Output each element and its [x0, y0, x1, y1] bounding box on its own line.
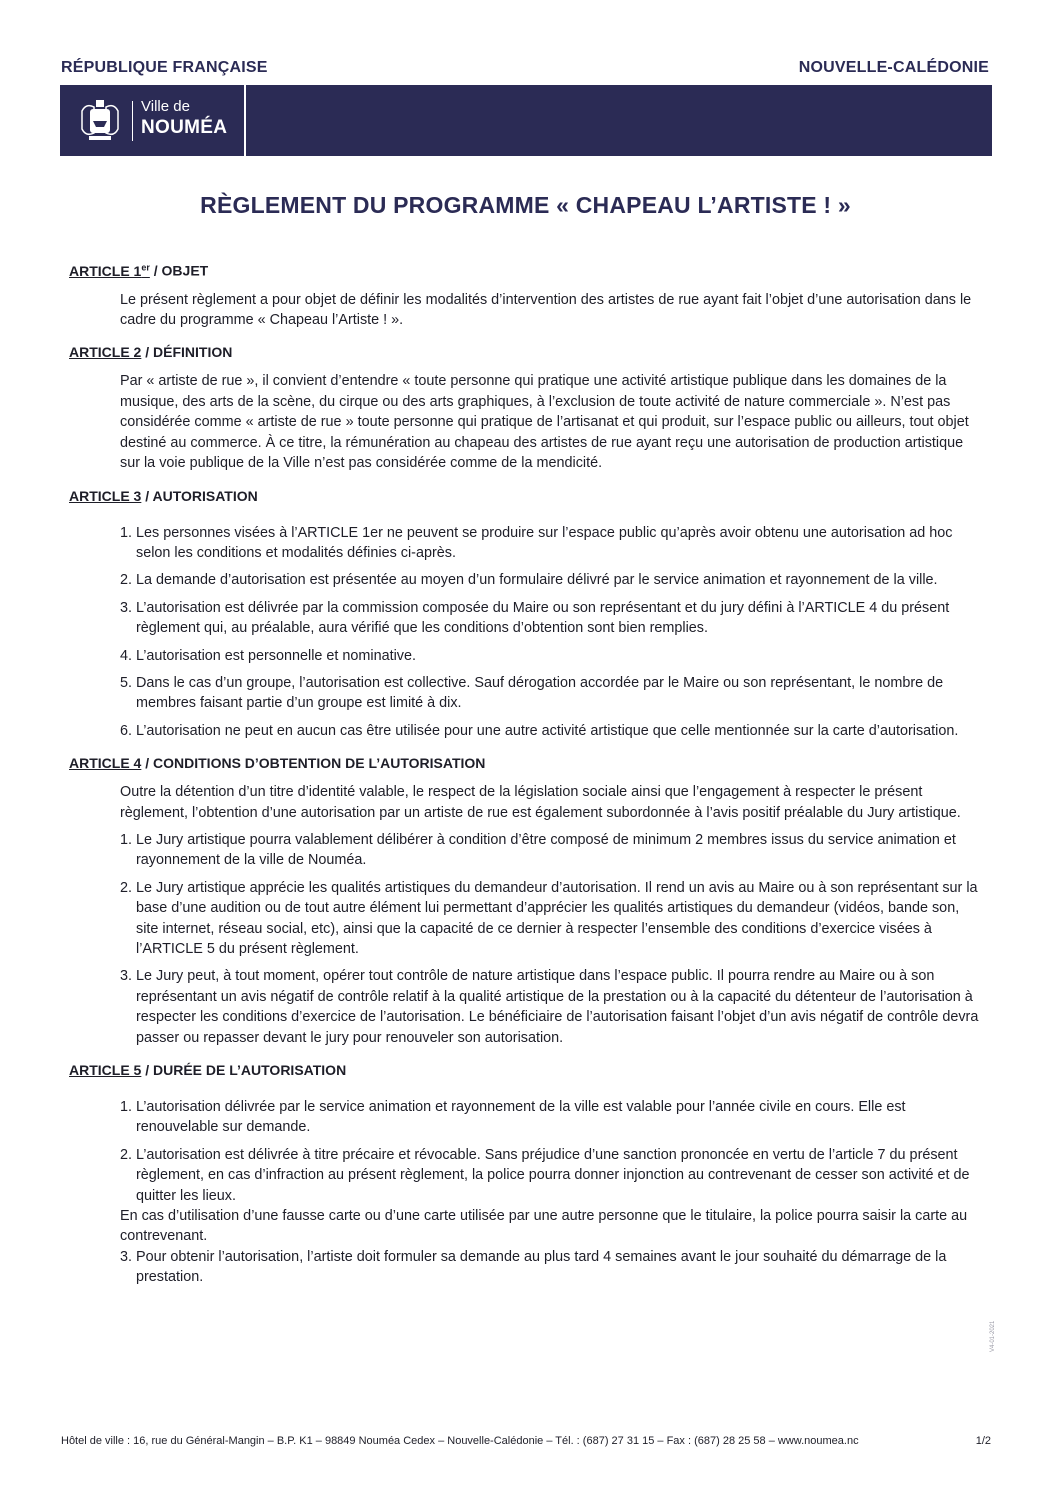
article-heading: [69, 1062, 981, 1078]
article-heading: [69, 262, 981, 279]
article-5: [69, 1062, 981, 1288]
article-title: / DURÉE DE L’AUTORISATION: [141, 1062, 347, 1079]
article-4: [69, 755, 981, 1048]
banner-separator: [244, 85, 246, 156]
list-item: 3. Le Jury peut, à tout moment, opérer tout contrôle de nature artistique dans l’espace public. Il pourra rendre au Maire ou à son représentant un avis négatif de contrôle relatif à la qualité artistique de la prestation ou à la capacité du détenteur de l’autorisation à respecter les conditions d’exercice de l’autorisation. Le bénéficiaire de l’autorisation faisant l’objet d’un avis négatif de contrôle devra passer ou repasser devant le jury pour renouveler son autorisation.: [120, 968, 979, 1046]
article-paragraph: Le présent règlement a pour objet de définir les modalités d’intervention des artistes de rue ayant fait l’objet d’une autorisation dans le cadre du programme « Chapeau l’Artiste ! ».: [120, 291, 972, 329]
article-3: [69, 488, 981, 742]
list-item: 2. L’autorisation est délivrée à titre précaire et révocable. Sans préjudice d’une sanction prononcée en vertu de l’article 7 du présent règlement, en cas d’infraction au présent règlement, la police pourra donner injonction au contrevenant de cesser son activité et de quitter les lieux.: [120, 1146, 970, 1204]
list-item: 3. L’autorisation est délivrée par la commission composée du Maire ou son représentant et du jury défini à l’ARTICLE 4 du présent règlement qui, au préalable, aura vérifié que les conditions d’obtention sont bien remplies.: [120, 599, 950, 637]
article-paragraph: Outre la détention d’un titre d’identité valable, le respect de la législation sociale ainsi que l’engagement à respecter le présent règlement, l’obtention d’une autorisation par un artiste de rue est également subordonnée à l’avis positif préalable du Jury artistique.: [120, 784, 961, 821]
logo-divider: [132, 101, 133, 141]
list-item: 2. Le Jury artistique apprécie les qualités artistiques du demandeur d’autorisation. Il rend un avis au Maire ou à son représentant sur la base d’une audition ou de tout autre élément lui permettant d’apprécier les qualités artistiques du demandeur (vidéos, bande son, site internet, réseau social, etc), ainsi que la capacité de ce dernier à respecter l’ensemble des conditions d’exercice visées à l’ARTICLE 5 du présent règlement.: [120, 879, 978, 957]
article-note: En cas d’utilisation d’une fausse carte ou d’une carte utilisée par une autre personne que le titulaire, la police pourra saisir la carte au contrevenant.: [120, 1208, 968, 1245]
article-number: ARTICLE 4: [69, 755, 142, 772]
page-number: 1/2: [975, 1435, 991, 1447]
list-item: 1. Le Jury artistique pourra valablement délibérer à condition d’être composé de minimum 2 membres issus du service animation et rayonnement de la ville de Nouméa.: [120, 831, 956, 869]
article-title: / CONDITIONS D’OBTENTION DE L’AUTORISATION: [141, 755, 486, 772]
list-item: 1. Les personnes visées à l’ARTICLE 1er ne peuvent se produire sur l’espace public qu’après avoir obtenu une autorisation ad hoc selon les conditions et modalités définies ci-après.: [120, 524, 953, 561]
header-right-label: NOUVELLE-CALÉDONIE: [798, 59, 989, 76]
footer-address: Hôtel de ville : 16, rue du Général-Mangin – B.P. K1 – 98849 Nouméa Cedex – Nouvelle-Calédonie – Tél. : (687) 27 31 15 – Fax : (687) 28 25 58 – www.noumea.nc: [61, 1435, 859, 1447]
document-version-code: V4-01-2021: [990, 1320, 996, 1352]
article-title: / DÉFINITION: [141, 344, 233, 361]
document-body: [69, 262, 981, 1302]
article-number: ARTICLE 2: [69, 344, 142, 361]
article-number: ARTICLE 3: [69, 487, 142, 504]
article-title: / AUTORISATION: [141, 487, 258, 504]
header-banner: [60, 85, 992, 156]
article-title: / OBJET: [149, 262, 209, 279]
logo-ville-text: Ville de: [141, 98, 190, 115]
city-crest-icon: [76, 97, 124, 143]
article-paragraph: Par « artiste de rue », il convient d’entendre « toute personne qui pratique une activité artistique publique dans les domaines de la musique, des arts de la scène, du cirque ou des arts graphiques, à l’exclusion de toute activité de nature commerciale ». N’est pas considérée comme « artiste de rue » toute personne qui pratique de l’artisanat et qui produit, sur l’espace public ou ailleurs, tout objet destiné au commerce. À ce titre, la rémunération au chapeau des artistes de rue ayant reçu une autorisation de production artistique sur la voie publique de la Ville n’est pas considérée comme de la mendicité.: [120, 373, 969, 472]
article-1: [69, 262, 981, 330]
article-2: [69, 344, 981, 473]
logo-noumea-text: NOUMÉA: [141, 117, 228, 138]
list-item: 3. Pour obtenir l’autorisation, l’artiste doit formuler sa demande au plus tard 4 semaines avant le jour souhaité du démarrage de la prestation.: [120, 1248, 947, 1286]
list-item: 1. L’autorisation délivrée par le service animation et rayonnement de la ville est valable pour l’année civile en cours. Elle est renouvelable sur demande.: [120, 1099, 906, 1136]
list-item: 6. L’autorisation ne peut en aucun cas être utilisée pour une autre activité artistique que celle mentionnée sur la carte d’autorisation.: [120, 722, 959, 739]
document-title: RÈGLEMENT DU PROGRAMME « CHAPEAU L’ARTISTE ! »: [200, 192, 851, 218]
article-heading: [69, 755, 981, 771]
list-item: 4. L’autorisation est personnelle et nominative.: [120, 647, 416, 664]
article-number: ARTICLE 1er: [69, 262, 150, 279]
list-item: 2. La demande d’autorisation est présentée au moyen d’un formulaire délivré par le service animation et rayonnement de la ville.: [120, 572, 938, 589]
article-number: ARTICLE 5: [69, 1062, 142, 1079]
article-heading: [69, 488, 981, 504]
article-heading: [69, 344, 981, 360]
list-item: 5. Dans le cas d’un groupe, l’autorisation est collective. Sauf dérogation accordée par le Maire ou son représentant, le nombre de membres faisant partie d’un groupe est limité à dix.: [120, 674, 944, 712]
header-left-label: RÉPUBLIQUE FRANÇAISE: [61, 59, 268, 76]
